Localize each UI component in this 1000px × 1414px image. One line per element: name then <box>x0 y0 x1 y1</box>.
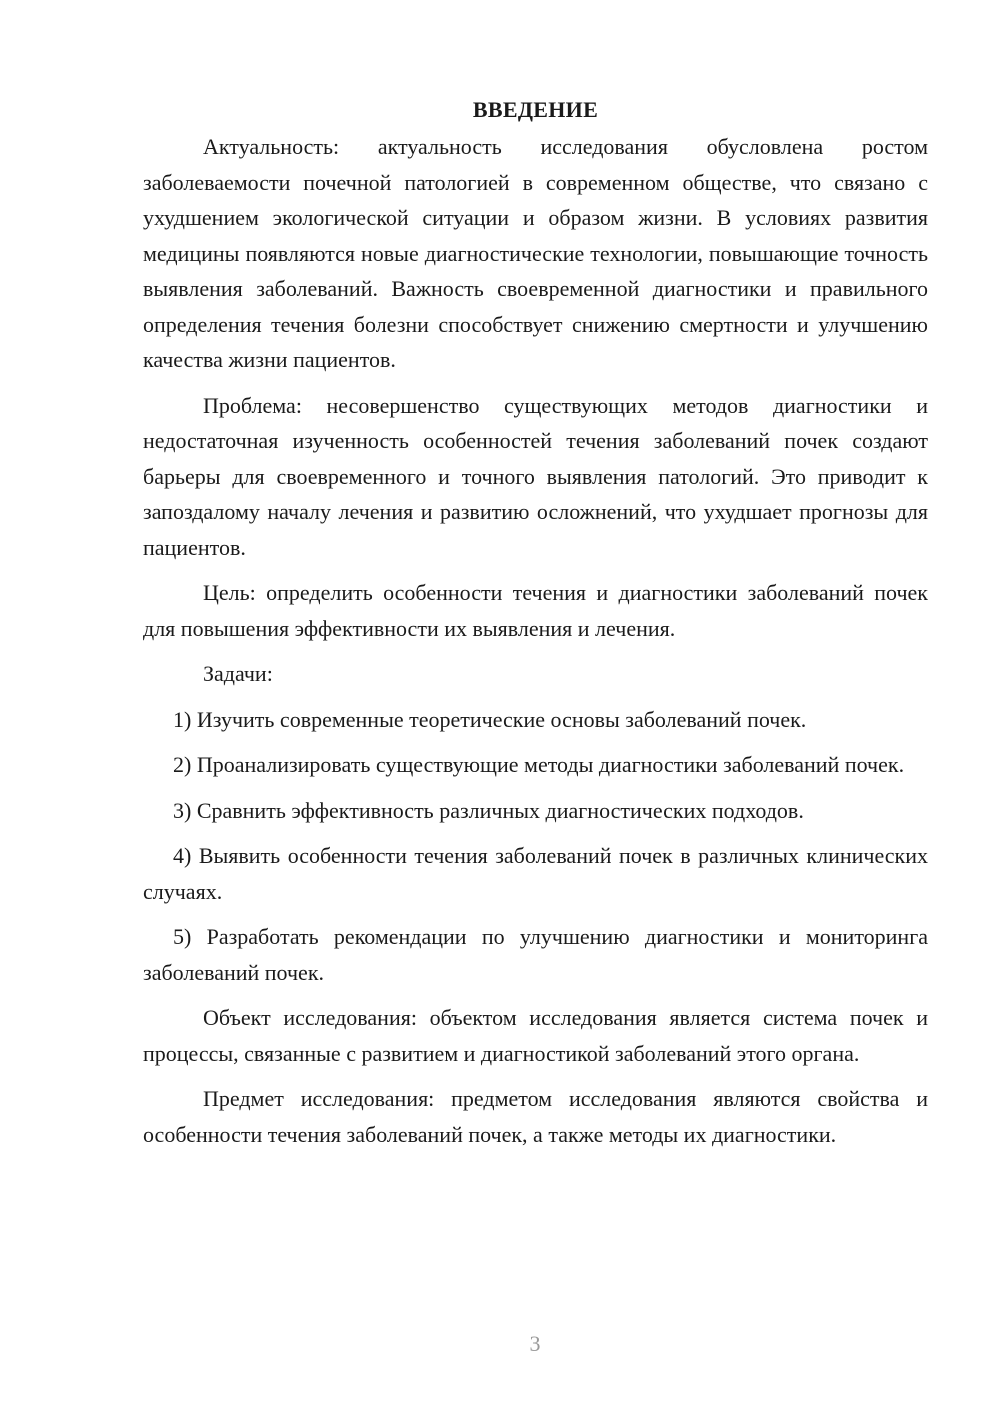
document-page <box>143 92 928 1162</box>
problem-paragraph: Проблема: несовершенство существующих методов диагностики и недостаточная изученность особенностей течения заболеваний почек создают барьеры для своевременного и точного выявления патологий. Это приводит к запоздалому началу лечения и развитию осложнений, что ухудшает прогнозы для пациентов. <box>143 392 928 560</box>
task-item: 5) Разработать рекомендации по улучшению диагностики и мониторинга заболеваний почек. <box>143 924 928 985</box>
object-paragraph: Объект исследования: объектом исследования является система почек и процессы, связанные с развитием и диагностикой заболеваний этого органа. <box>143 1005 928 1066</box>
goal-paragraph: Цель: определить особенности течения и диагностики заболеваний почек для повышения эффективности их выявления и лечения. <box>143 580 928 641</box>
task-item: 3) Сравнить эффективность различных диагностических подходов. <box>173 797 804 823</box>
tasks-heading: Задачи: <box>203 661 273 686</box>
task-item: 4) Выявить особенности течения заболеваний почек в различных клинических случаях. <box>143 843 928 904</box>
relevance-paragraph: Актуальность: актуальность исследования обусловлена ростом заболеваемости почечной патологией в современном обществе, что связано с ухудшением экологической ситуации и образом жизни. В условиях развития медицины появляются новые диагностические технологии, повышающие точность выявления заболеваний. Важность своевременной диагностики и правильного определения течения болезни способствует снижению смертности и улучшению качества жизни пациентов. <box>143 134 928 372</box>
page-number: 3 <box>529 1331 541 1356</box>
page-title: ВВЕДЕНИЕ <box>472 97 599 122</box>
task-item: 1) Изучить современные теоретические основы заболеваний почек. <box>173 706 807 732</box>
subject-paragraph: Предмет исследования: предметом исследования являются свойства и особенности течения заболеваний почек, а также методы их диагностики. <box>143 1086 928 1147</box>
task-item: 2) Проанализировать существующие методы диагностики заболеваний почек. <box>173 752 905 777</box>
